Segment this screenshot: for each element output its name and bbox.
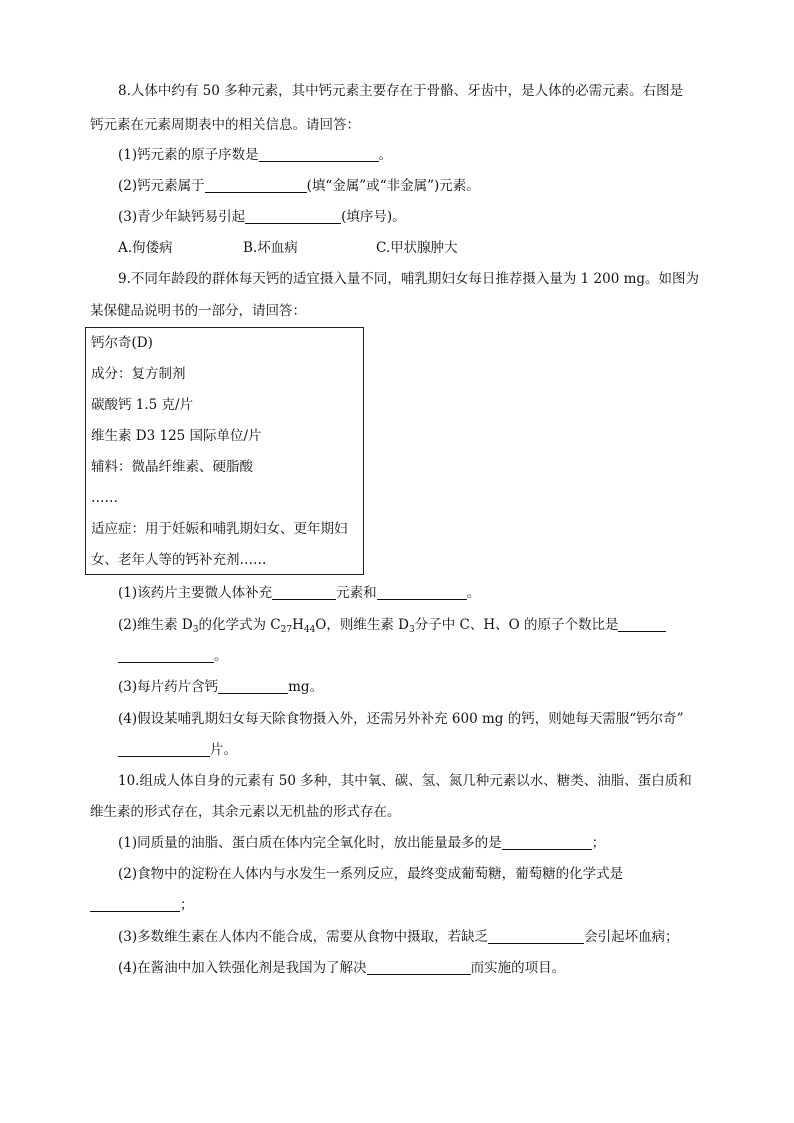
- product-instructions-box: [85, 327, 364, 575]
- answer-blank[interactable]: [259, 147, 379, 162]
- q8-part2-text: (2)钙元素属于: [118, 178, 205, 194]
- q8-option-c: C.甲状腺肿大: [376, 240, 458, 256]
- q10-stem-line1: 10.组成人体自身的元素有 50 多种，其中氧、碳、氢、氮几种元素以水、糖类、油脂、蛋白质和: [118, 773, 692, 789]
- answer-blank[interactable]: [245, 209, 341, 224]
- q9-part1-end: 。: [466, 585, 481, 601]
- q8-part3: [118, 208, 406, 226]
- q8-part3-end: (填序号)。: [341, 209, 406, 225]
- box-line: 钙尔奇(D): [91, 335, 153, 351]
- subscript: 44: [303, 625, 316, 635]
- box-line: 辅料：微晶纤维素、硬脂酸: [91, 459, 253, 475]
- answer-blank[interactable]: [218, 679, 288, 694]
- q8-part2-end: (填“金属”或“非金属”)元素。: [306, 178, 480, 194]
- q9-part2-end: 。: [214, 648, 228, 664]
- q9-part2-text: 分子中 C、H、O 的原子个数比是: [414, 617, 619, 633]
- answer-blank[interactable]: [118, 648, 214, 663]
- q10-part1-text: (1)同质量的油脂、蛋白质在体内完全氧化时，放出能量最多的是: [118, 835, 502, 851]
- box-line: 碳酸钙 1.5 克/片: [91, 397, 194, 413]
- box-line: 女、老年人等的钙补充剂……: [91, 552, 267, 568]
- q8-part2: [118, 177, 480, 195]
- q10-part3-end: 会引起坏血病；: [584, 929, 679, 945]
- q9-part2: [118, 616, 666, 634]
- q9-part2-text: 的化学式为 C: [198, 617, 281, 633]
- q8-stem-line1: 8.人体中约有 50 多种元素，其中钙元素主要存在于骨骼、牙齿中，是人体的必需元素。右图是: [118, 83, 684, 99]
- q9-stem-line2: 某保健品说明书的一部分，请回答：: [90, 303, 306, 319]
- q9-part4-end: 片。: [210, 742, 237, 758]
- q9-part4-line1: (4)假设某哺乳期妇女每天除食物摄入外，还需另外补充 600 mg 的钙，则她每天需服“钙尔奇”: [118, 711, 684, 727]
- answer-blank[interactable]: [618, 617, 666, 632]
- answer-blank[interactable]: [488, 929, 584, 944]
- answer-blank[interactable]: [377, 585, 467, 600]
- q9-part3: [118, 678, 323, 696]
- q8-stem-line2: 钙元素在元素周期表中的相关信息。请回答：: [90, 117, 360, 133]
- q8-part1-text: (1)钙元素的原子序数是: [118, 147, 259, 163]
- q10-part4-end: 而实施的项目。: [470, 960, 566, 976]
- answer-blank[interactable]: [118, 742, 210, 757]
- q10-part2-line2: [90, 896, 194, 914]
- box-line: 适应症：用于妊娠和哺乳期妇女、更年期妇: [91, 521, 348, 537]
- subscript: 3: [192, 625, 199, 635]
- q9-part4-line2: [118, 741, 237, 759]
- box-line: ……: [91, 490, 118, 506]
- q9-part3-text: (3)每片药片含钙: [118, 679, 219, 695]
- q9-part2-cont: [118, 647, 228, 665]
- q10-part2-end: ；: [180, 897, 194, 913]
- answer-blank[interactable]: [205, 178, 307, 193]
- answer-blank[interactable]: [502, 835, 592, 850]
- q9-part1-text: (1)该药片主要微人体补充: [118, 585, 273, 601]
- subscript: 3: [408, 625, 415, 635]
- q8-option-a: A.佝偻病: [118, 240, 173, 256]
- q10-part3-text: (3)多数维生素在人体内不能合成，需要从食物中摄取，若缺乏: [118, 929, 489, 945]
- q10-part3: [118, 928, 679, 946]
- q9-part3-end: mg。: [288, 679, 324, 695]
- box-line: 维生素 D3 125 国际单位/片: [91, 428, 262, 444]
- subscript: 27: [280, 625, 293, 635]
- q9-part2-text: (2)维生素 D: [118, 617, 193, 633]
- box-line: 成分：复方制剂: [91, 366, 186, 382]
- q8-part1: [118, 146, 392, 164]
- q10-stem-line2: 维生素的形式存在，其余元素以无机盐的形式存在。: [90, 804, 401, 820]
- q9-part1: [118, 584, 480, 602]
- q10-part2-line1: (2)食物中的淀粉在人体内与水发生一系列反应，最终变成葡萄糖，葡萄糖的化学式是: [118, 866, 624, 882]
- q8-part3-text: (3)青少年缺钙易引起: [118, 209, 246, 225]
- q9-part2-text: O，则维生素 D: [315, 617, 409, 633]
- q9-part1-mid: 元素和: [336, 585, 377, 601]
- q10-part1-end: ；: [591, 835, 606, 851]
- q9-stem-line1: 9.不同年龄段的群体每天钙的适宜摄入量不同，哺乳期妇女每日推荐摄入量为 1 200 mg。如图为: [118, 271, 700, 287]
- q10-part4: [118, 959, 565, 977]
- q9-part2-text: H: [292, 617, 304, 633]
- q10-part1: [118, 834, 605, 852]
- q10-part4-text: (4)在酱油中加入铁强化剂是我国为了解决: [118, 960, 367, 976]
- answer-blank[interactable]: [272, 585, 336, 600]
- q8-option-b: B.坏血病: [243, 240, 298, 256]
- answer-blank[interactable]: [90, 897, 180, 912]
- answer-blank[interactable]: [367, 960, 471, 975]
- q8-part1-end: 。: [378, 147, 393, 163]
